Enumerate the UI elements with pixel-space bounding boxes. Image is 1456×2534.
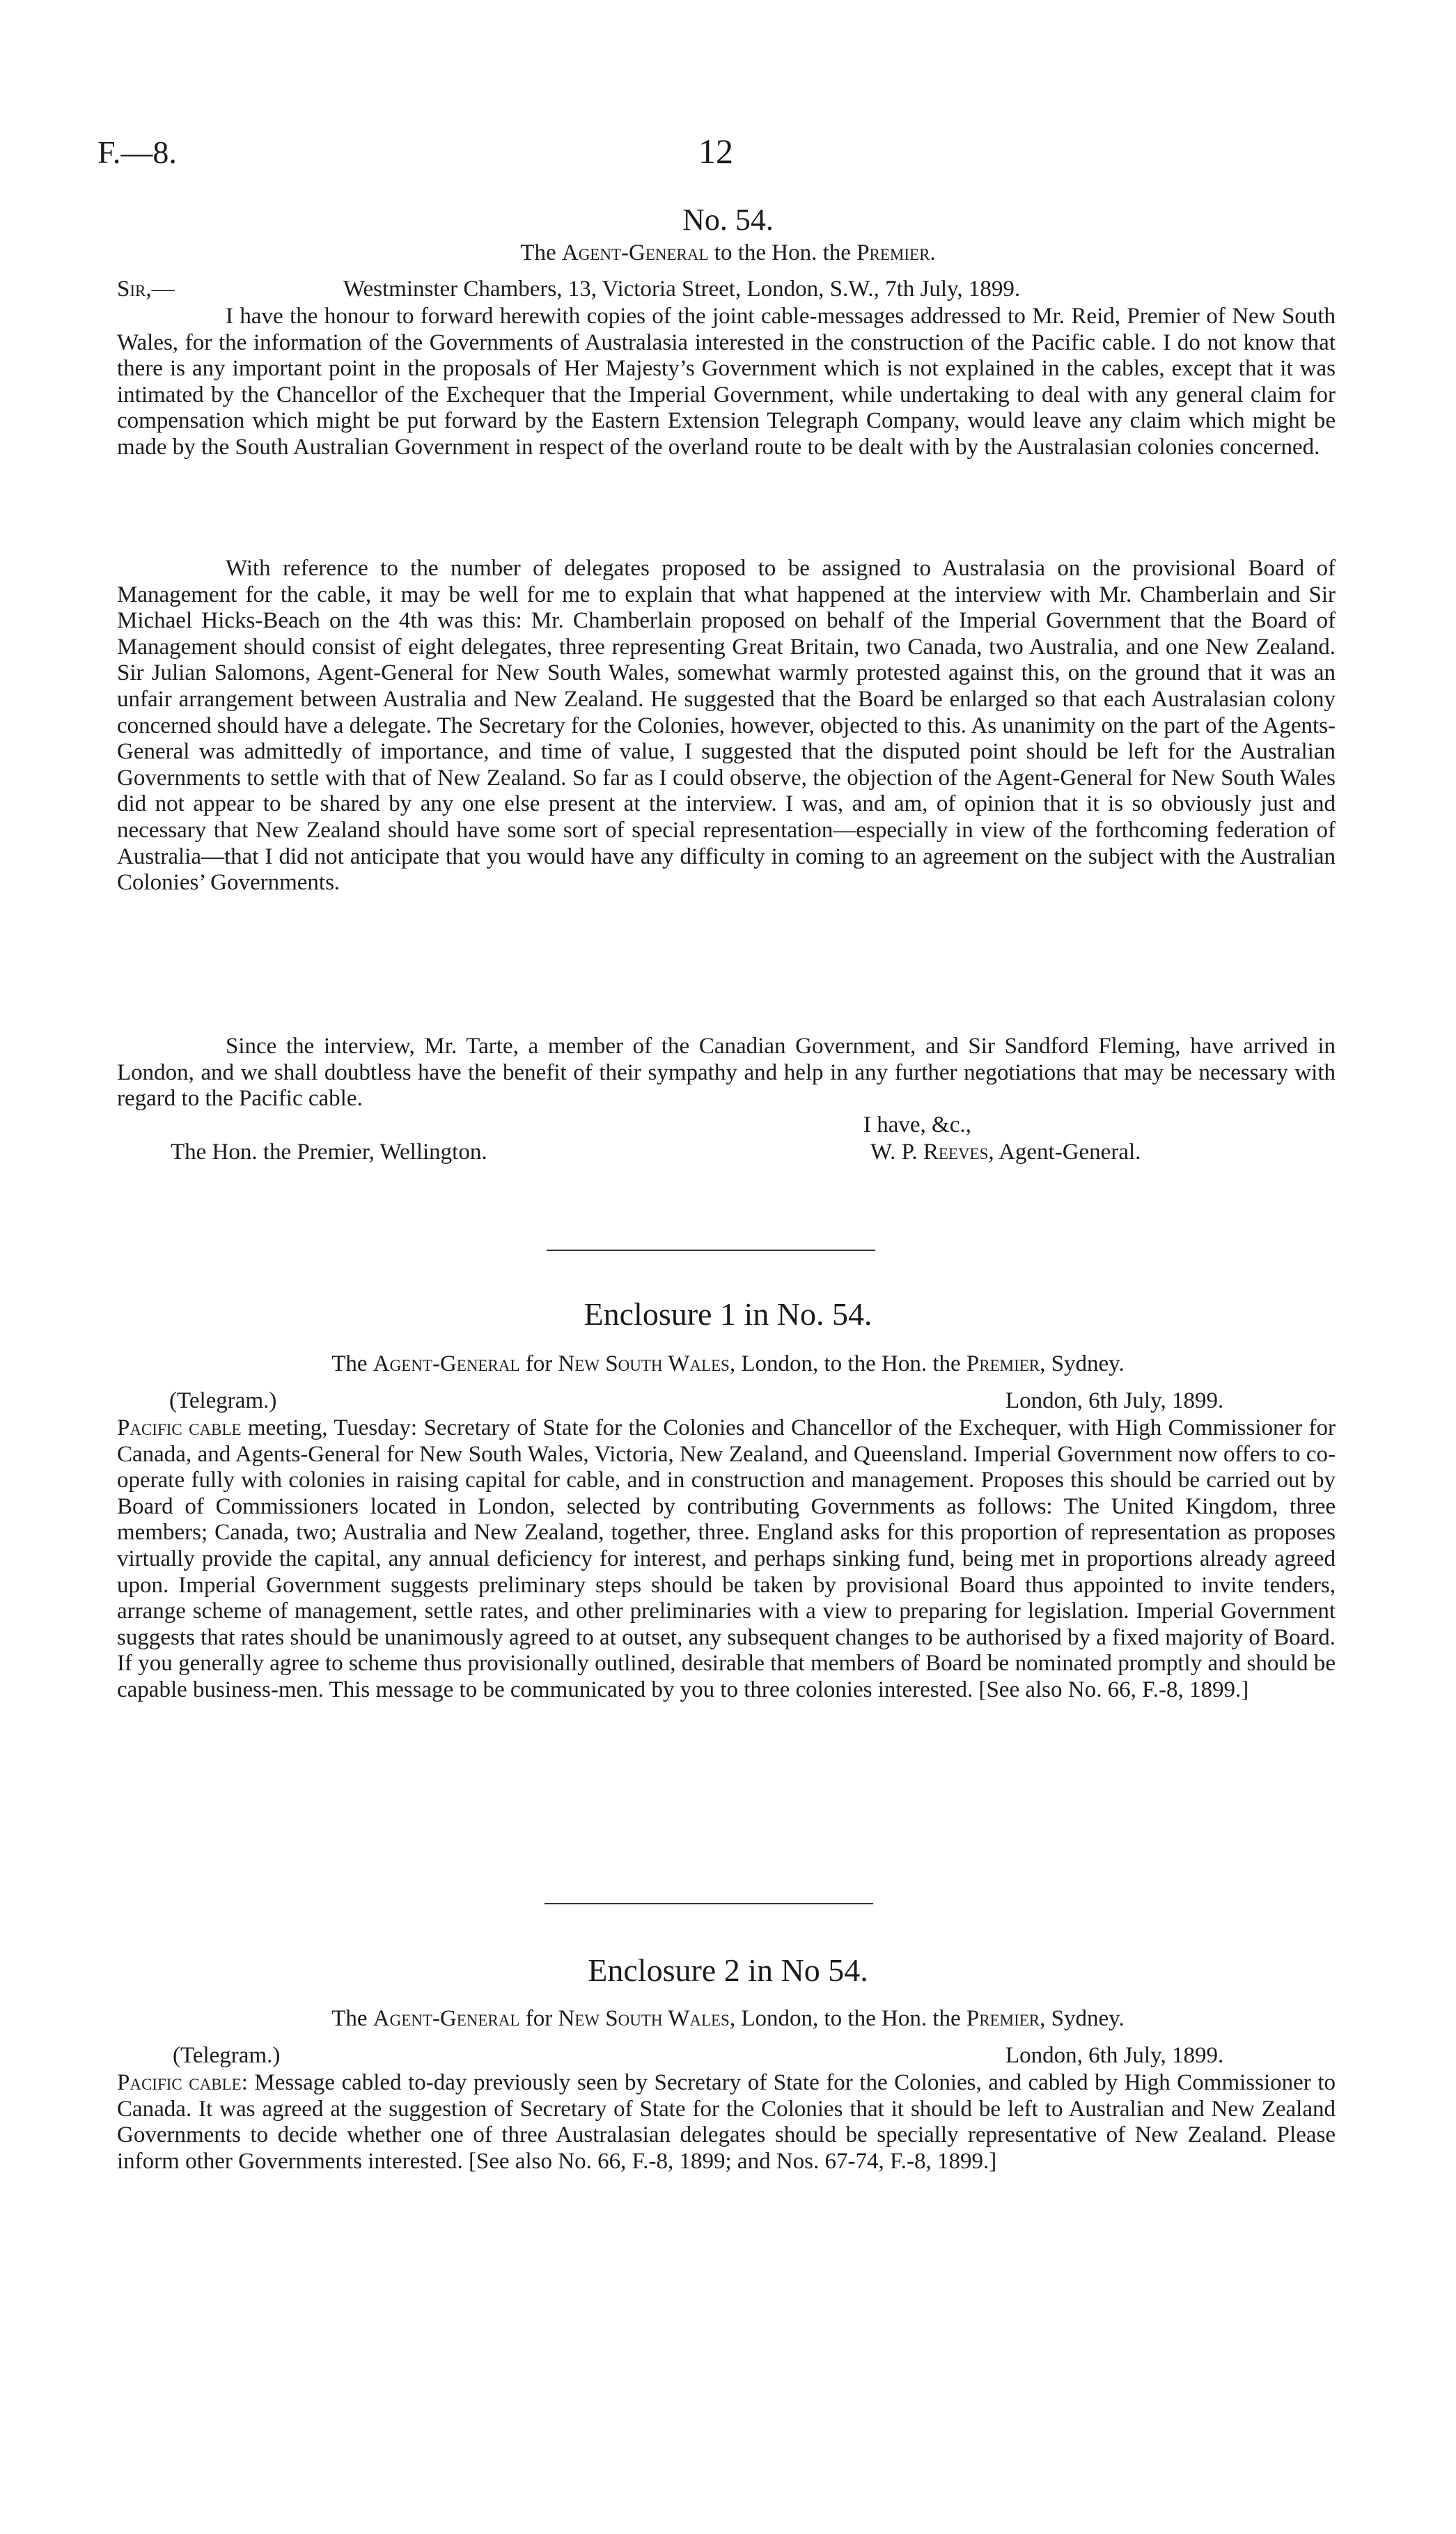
signature-title: , Agent-General. <box>988 1140 1141 1165</box>
heading-sender: Agent-General <box>561 240 709 265</box>
signature-initials: W. P. <box>870 1140 923 1165</box>
heading-recipient: Premier <box>856 240 930 265</box>
heading-text: , Sydney. <box>1040 1351 1125 1376</box>
enclosure-2-type: (Telegram.) <box>173 2043 281 2068</box>
enclosure-2-date: London, 6th July, 1899. <box>1005 2043 1224 2068</box>
section-divider <box>547 1250 875 1251</box>
enclosure-lead: Pacific cable <box>117 2070 242 2095</box>
heading-recipient: Premier <box>966 1351 1040 1376</box>
enclosure-1-type: (Telegram.) <box>169 1388 277 1413</box>
heading-state: New South Wales <box>558 1351 730 1376</box>
heading-sender: Agent-General <box>373 1351 520 1376</box>
enclosure-lead: Pacific cable <box>117 1415 242 1440</box>
enclosure-1-text <box>117 1415 1336 1704</box>
enclosure-1-heading <box>0 1351 1456 1377</box>
heading-text: for <box>519 1351 558 1376</box>
heading-text: , London, to the Hon. the <box>729 2006 966 2031</box>
enclosure-body: meeting, Tuesday: Secretary of State for the Colonies and Chancellor of the Exchequer, with High Commissioner for Canada, and Agents-General for New South Wales, Victoria, New Zealand, and Queensland. Imperial Government now offers to co-operate fully with colonies in raising capital for cable, and in construction and management. Proposes this should be carried out by Board of Commissioners located in London, selected by contributing Governments as follows: The United Kingdom, three members; Canada, two; Australia and New Zealand, together, three. England asks for this proportion of representation as proposes virtually provide the capital, any annual deficiency for interest, and perhaps sinking fund, being met in proportions already agreed upon. Imperial Government suggests preliminary steps should be taken by provisional Board thus appointed to invite tenders, arrange scheme of management, settle rates, and other preliminaries with a view to preparing for legislation. Imperial Government suggests that rates should be unanimously agreed to at outset, any subsequent changes to be authorised by a fixed majority of Board. If you generally agree to scheme thus provisionally outlined, desirable that members of Board be nominated promptly and should be capable business-men. This message to be communicated by you to three colonies interested. [See also No. 66, F.-8, 1899.] <box>117 1415 1336 1702</box>
section-divider <box>545 1903 873 1904</box>
page-number: 12 <box>698 132 733 171</box>
letter-heading <box>0 240 1456 266</box>
heading-recipient: Premier <box>966 2006 1040 2031</box>
signature-name: Reeves <box>923 1140 989 1165</box>
letter-paragraph-3: Since the interview, Mr. Tarte, a member of the Canadian Government, and Sir Sandford Fleming, have arrived in London, and we shall doubtless have the benefit of their sympathy and help in any further negotiations that may be necessary with regard to the Pacific cable. <box>117 1034 1336 1112</box>
heading-text: to the Hon. the <box>708 240 857 265</box>
enclosure-2-text <box>117 2070 1336 2175</box>
letter-paragraph-1: I have the honour to forward herewith copies of the joint cable-messages addressed to Mr. Reid, Premier of New South Wales, for the information of the Governments of Australasia interested in the construction of the Pacific cable. I do not know that there is any important point in the proposals of Her Majesty’s Government which is not explained in the cables, except that it was intimated by the Chancellor of the Exchequer that the Imperial Government, while undertaking to deal with any general claim for compensation which might be put forward by the Eastern Extension Telegraph Company, would leave any claim which might be made by the South Australian Government in respect of the overland route to be dealt with by the Australasian colonies concerned. <box>117 304 1336 460</box>
heading-text: The <box>520 240 562 265</box>
enclosure-2-title: Enclosure 2 in No 54. <box>588 1952 868 1988</box>
heading-text: The <box>331 2006 373 2031</box>
heading-sender: Agent-General <box>373 2006 520 2031</box>
heading-text: , Sydney. <box>1040 2006 1125 2031</box>
heading-state: New South Wales <box>558 2006 730 2031</box>
enclosure-1-title: Enclosure 1 in No. 54. <box>584 1296 872 1332</box>
heading-text: for <box>519 2006 558 2031</box>
document-reference: F.—8. <box>97 134 177 170</box>
salutation: Sir,— <box>117 277 175 302</box>
letter-addressee: The Hon. the Premier, Wellington. <box>171 1140 487 1165</box>
letter-number: No. 54. <box>682 203 774 237</box>
enclosure-2-heading <box>0 2006 1456 2032</box>
enclosure-1-date: London, 6th July, 1899. <box>1005 1388 1224 1413</box>
enclosure-body: : Message cabled to-day previously seen by Secretary of State for the Colonies, and cabled by High Commissioner to Canada. It was agreed at the suggestion of Secretary of State for the Colonies that it should be left to Australian and New Zealand Governments to decide whether one of three Australasian delegates should be specially representative of New Zealand. Please inform other Governments interested. [See also No. 66, F.-8, 1899; and Nos. 67-74, F.-8, 1899.] <box>117 2070 1336 2174</box>
heading-text: , London, to the Hon. the <box>729 1351 966 1376</box>
heading-text: The <box>331 1351 373 1376</box>
letter-paragraph-2: With reference to the number of delegates proposed to be assigned to Australasia on the provisional Board of Management for the cable, it may be well for me to explain that what happened at the interview with Mr. Chamberlain and Sir Michael Hicks-Beach on the 4th was this: Mr. Chamberlain proposed on behalf of the Imperial Government that the Board of Management should consist of eight delegates, three representing Great Britain, two Canada, two Australia, and one New Zealand. Sir Julian Salomons, Agent-General for New South Wales, somewhat warmly protested against this, on the ground that it was an unfair arrangement between Australia and New Zealand. He suggested that the Board be enlarged so that each Australasian colony concerned should have a delegate. The Secretary for the Colonies, however, objected to this. As unanimity on the part of the Agents-General was admittedly of importance, and time of value, I suggested that the disputed point should be left for the Australian Governments to settle with that of New Zealand. So far as I could observe, the objection of the Agent-General for New South Wales did not appear to be shared by any one else present at the interview. I was, and am, of opinion that it is so obviously just and necessary that New Zealand should have some sort of special representation—especially in view of the forthcoming federation of Australia—that I did not anticipate that you would have any difficulty in coming to an agreement on the subject with the Australian Colonies’ Governments. <box>117 556 1336 896</box>
letter-closing: I have, &c., <box>863 1112 971 1137</box>
heading-text: . <box>930 240 936 265</box>
letter-address: Westminster Chambers, 13, Victoria Street, London, S.W., 7th July, 1899. <box>343 277 1021 302</box>
letter-signature <box>870 1140 1141 1165</box>
